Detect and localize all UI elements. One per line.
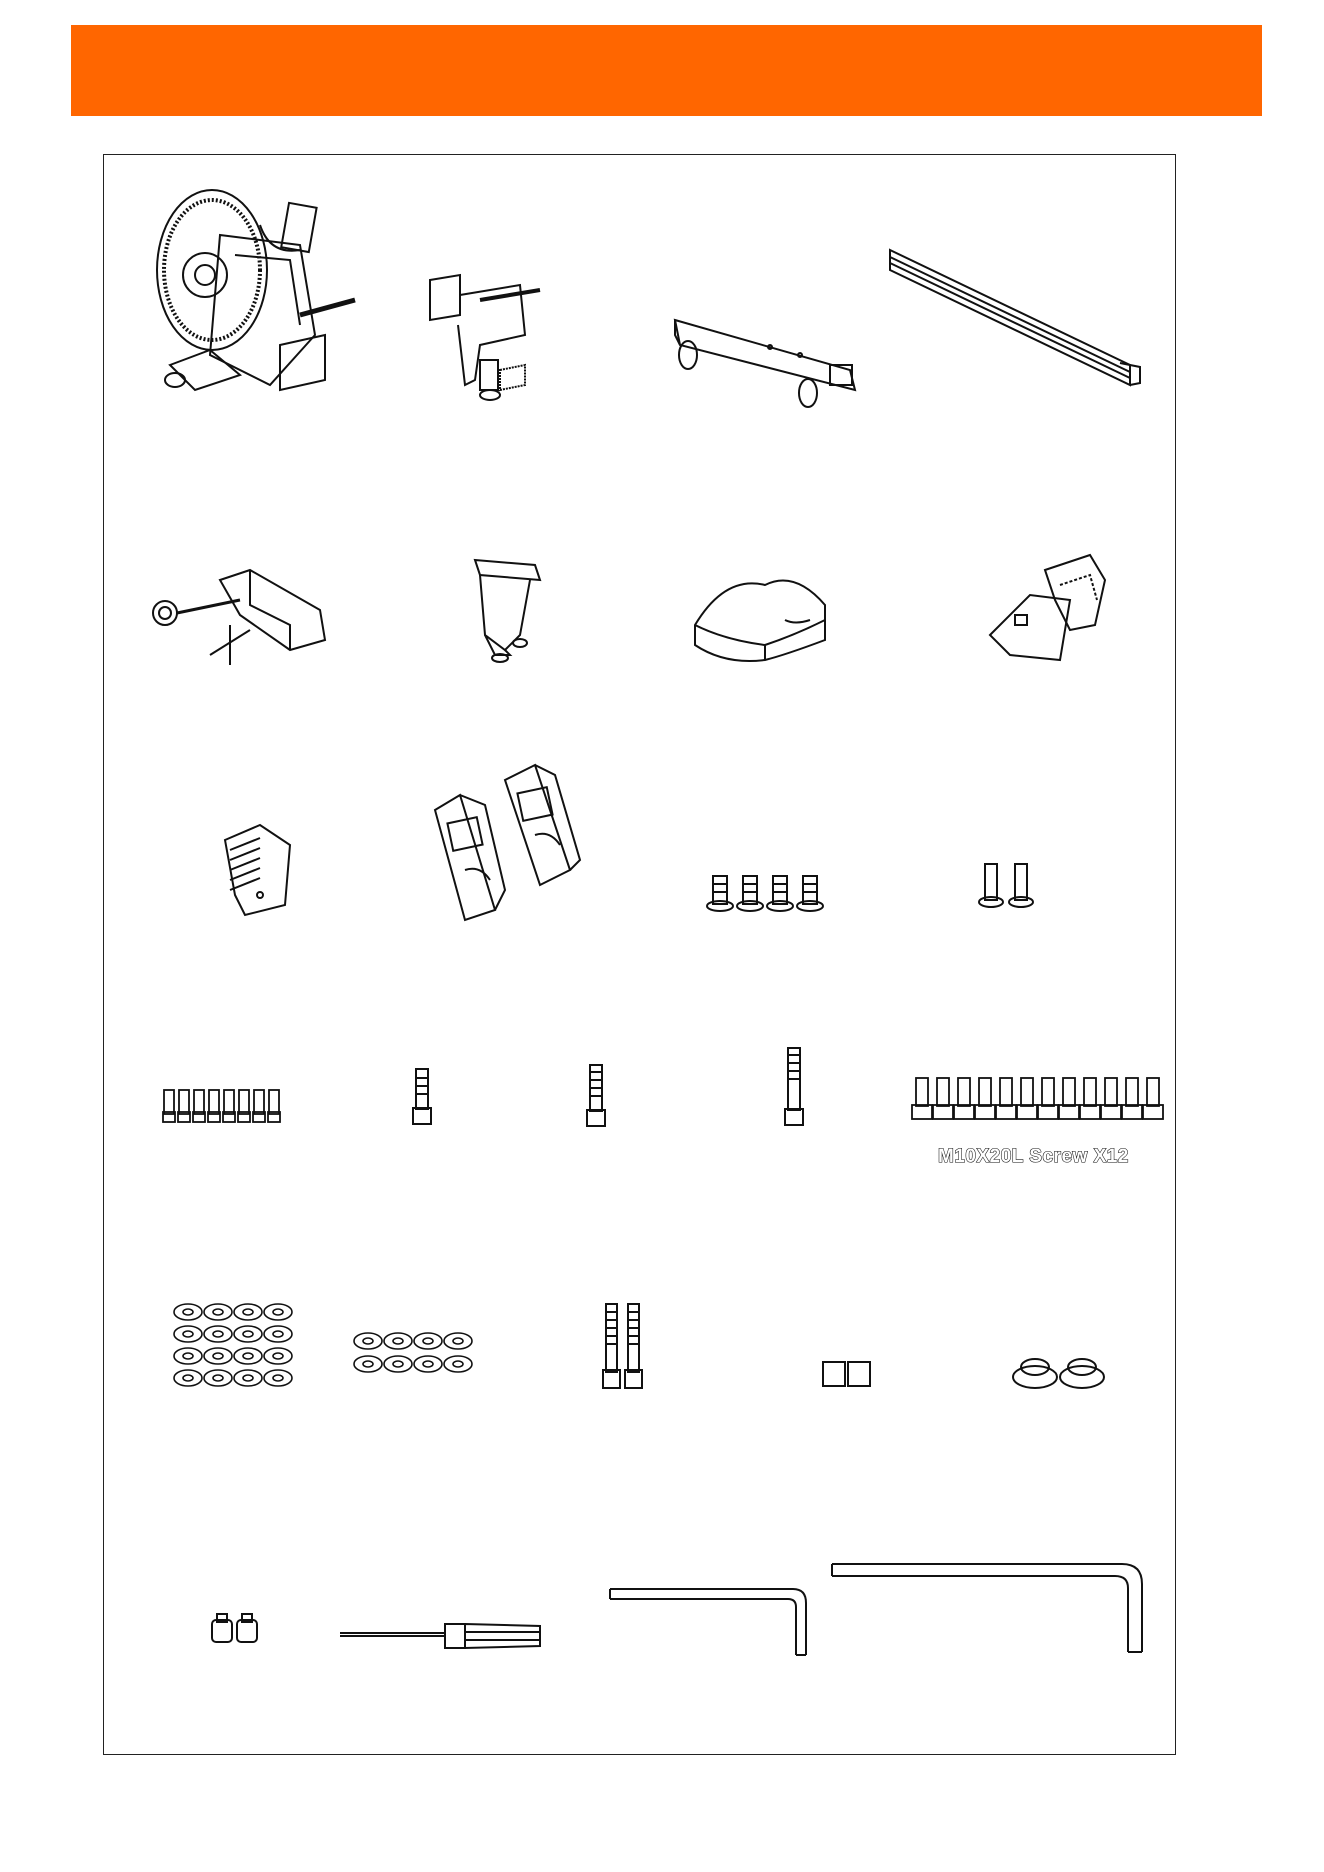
cover-set-icon	[985, 540, 1115, 670]
main-frame-icon	[150, 185, 370, 405]
small-allen-key-icon	[608, 1585, 813, 1657]
rubber-feet-icon	[208, 1612, 263, 1647]
screwdriver-icon	[335, 1618, 545, 1653]
medium-bolt-icon	[582, 1062, 612, 1130]
front-stabilizer-icon	[660, 305, 870, 415]
bolts-x4-icon	[705, 868, 830, 916]
header-bar	[71, 25, 1262, 116]
long-bolt-icon	[780, 1045, 810, 1130]
bolts-x2-icon	[975, 860, 1040, 910]
m10x20l-screws-icon	[910, 1075, 1165, 1125]
large-allen-key-icon	[830, 1560, 1150, 1655]
foot-pedals-icon	[425, 760, 585, 925]
seat-icon	[685, 565, 835, 675]
bushings-icon	[820, 1358, 875, 1390]
screws-x8-icon	[162, 1086, 292, 1126]
m10x20l-screw-caption: M10X20L Screw X12	[938, 1146, 1129, 1167]
rear-support-leg-icon	[460, 555, 550, 665]
flange-nuts-icon	[1010, 1352, 1110, 1392]
end-cap-icon	[215, 820, 305, 920]
washers-x8-icon	[352, 1328, 477, 1378]
front-support-frame-icon	[150, 555, 330, 670]
long-bolts-x2-icon	[600, 1300, 650, 1395]
washers-x16-icon	[172, 1300, 297, 1390]
front-stabilizer-bracket-icon	[420, 260, 550, 410]
aluminum-rail-icon	[885, 245, 1145, 395]
short-bolt-icon	[408, 1066, 438, 1128]
